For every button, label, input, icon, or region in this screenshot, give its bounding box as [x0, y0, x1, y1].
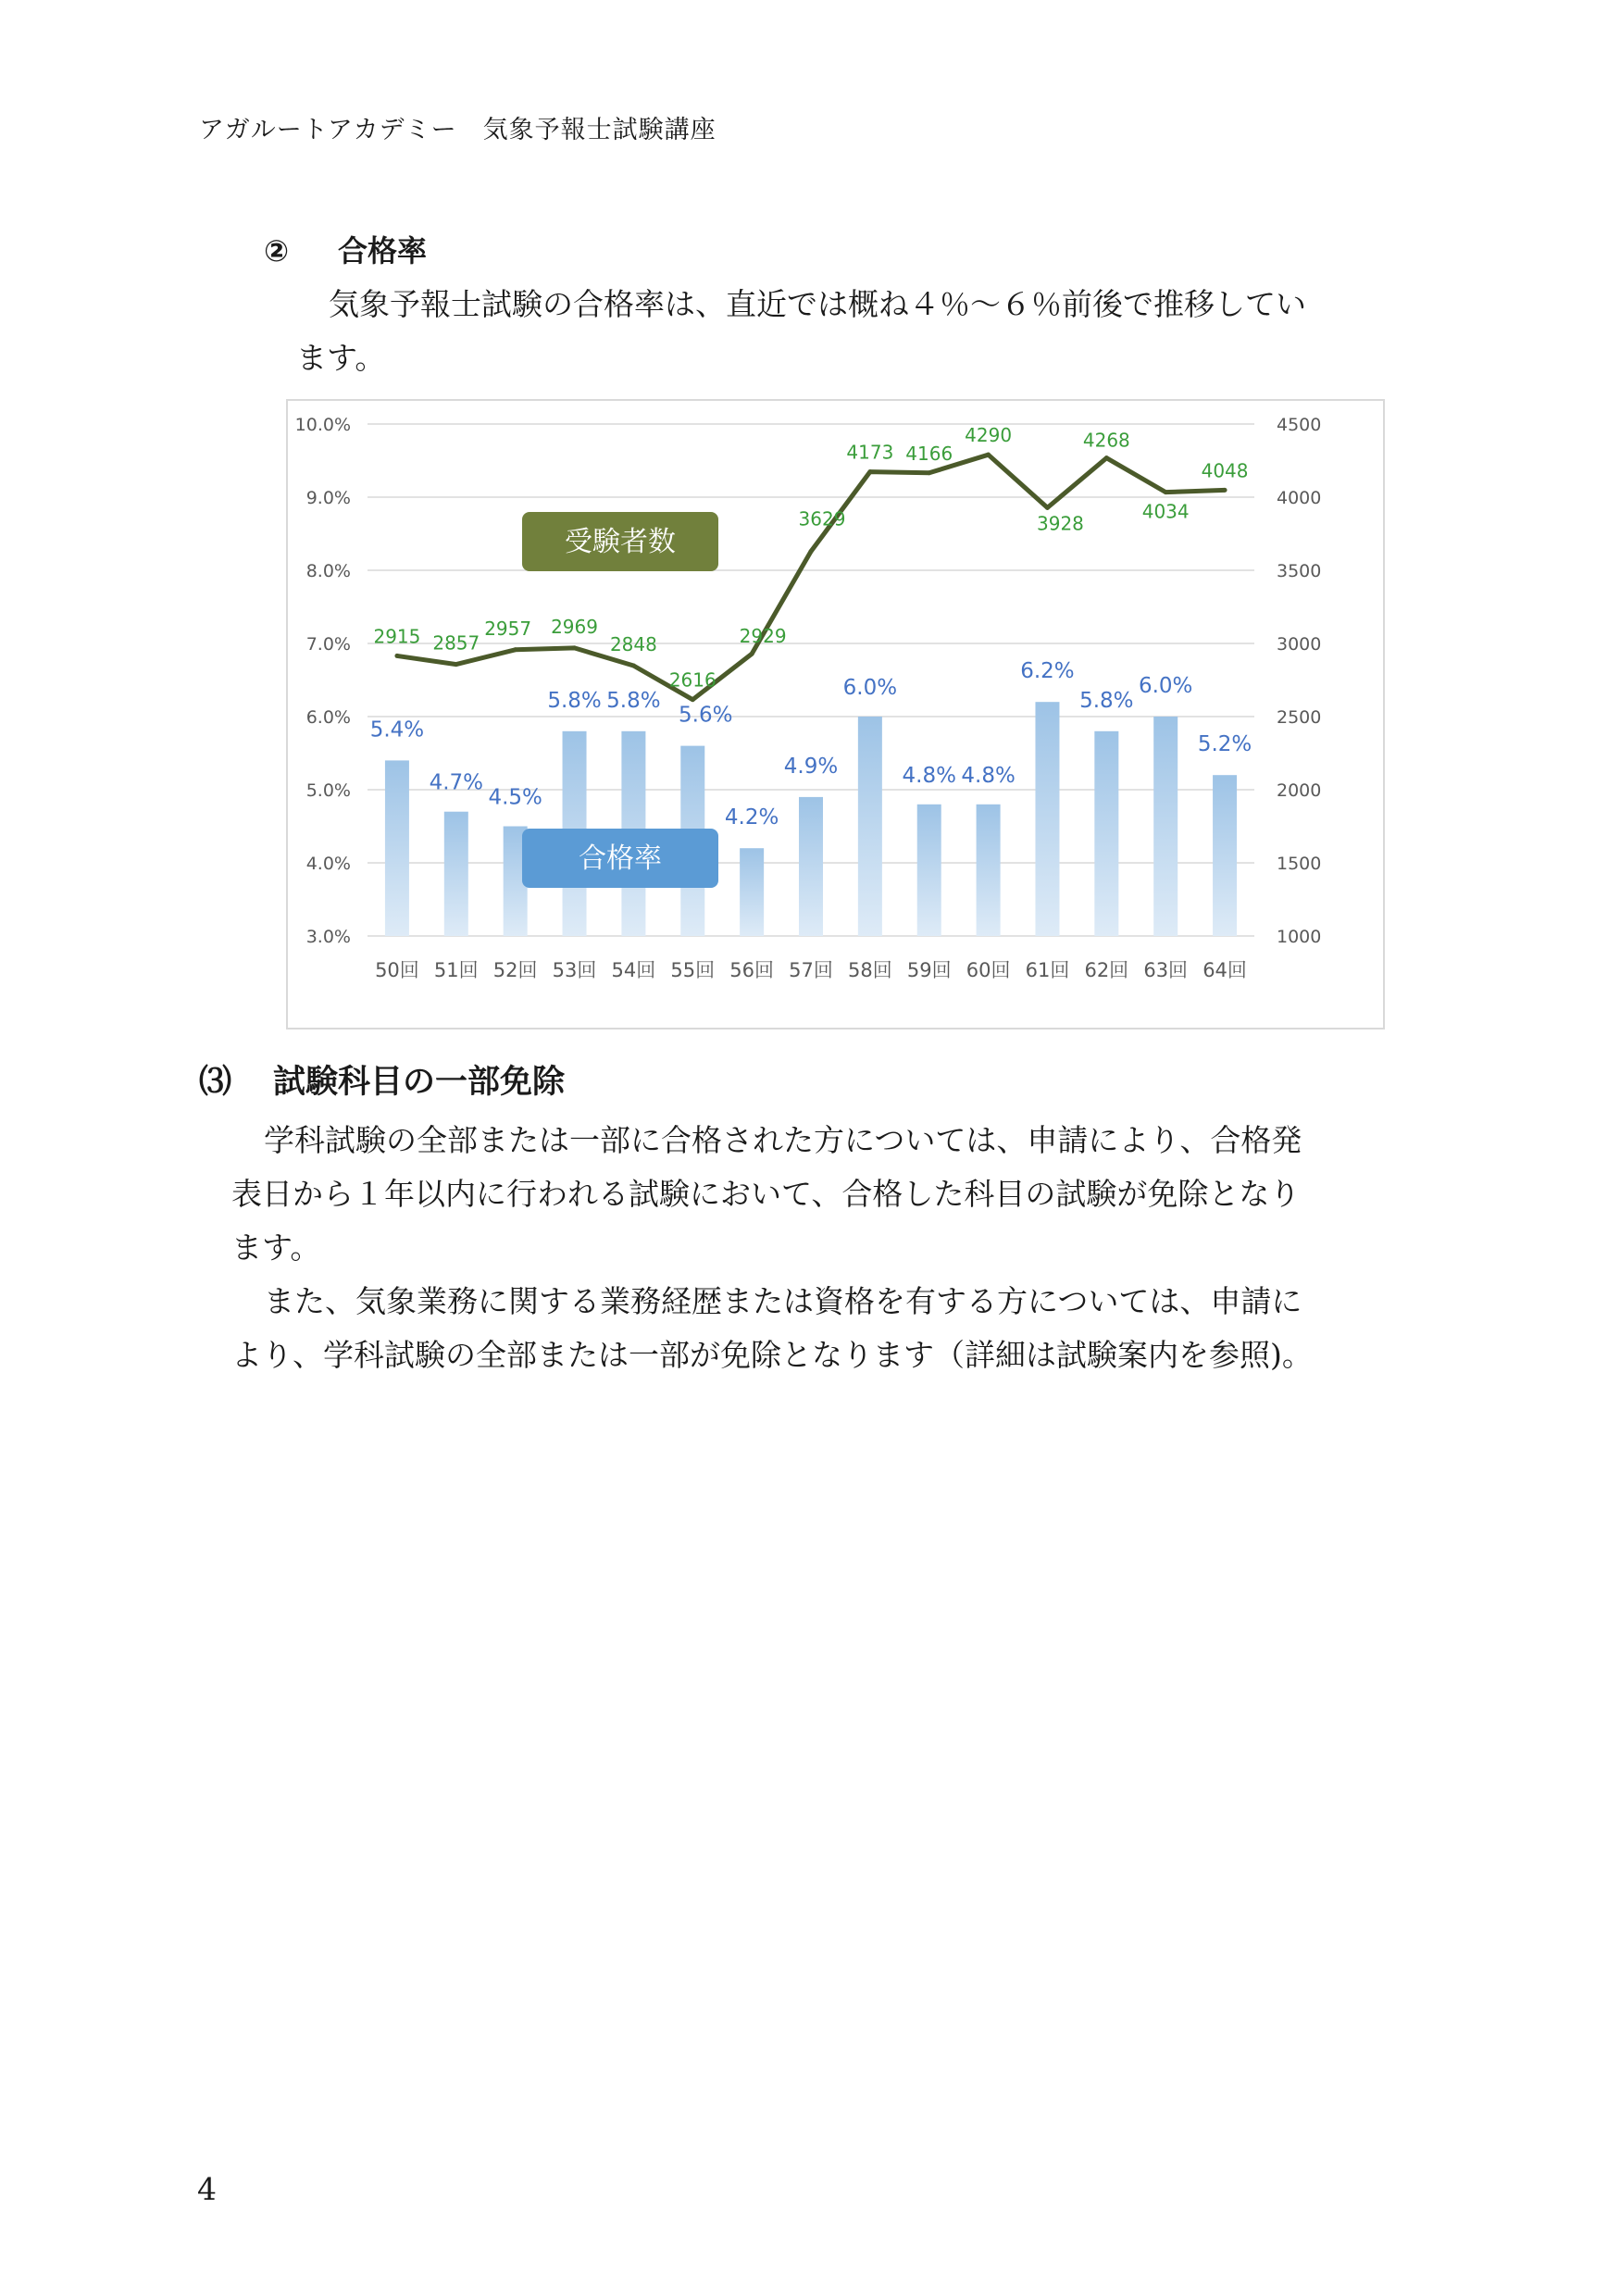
- line-point: [750, 652, 754, 656]
- y-right-tick-label: 1500: [1277, 854, 1322, 874]
- pass-rate-chart: [286, 399, 1385, 1029]
- y-right-tick-label: 2500: [1277, 707, 1322, 728]
- y-right-tick-label: 4500: [1277, 415, 1322, 435]
- bar-data-label: 6.0%: [842, 676, 898, 700]
- bar-data-label: 5.8%: [606, 688, 661, 713]
- line-data-label: 4290: [965, 424, 1013, 447]
- bar-data-label: 5.8%: [547, 688, 602, 713]
- y-right-tick-label: 1000: [1277, 927, 1322, 947]
- x-tick-label: 61回: [1025, 959, 1070, 981]
- line-data-label: 4048: [1201, 459, 1249, 482]
- line-point: [513, 647, 517, 652]
- line-data-label: 4268: [1082, 429, 1130, 452]
- y-left-tick-label: 6.0%: [305, 707, 351, 728]
- line-point: [927, 470, 931, 475]
- bar-data-label: 6.0%: [1138, 674, 1193, 698]
- y-left-tick-label: 3.0%: [305, 927, 351, 947]
- y-right-tick-label: 2000: [1277, 780, 1322, 801]
- y-left-tick-label: 4.0%: [305, 854, 351, 874]
- y-left-tick-label: 5.0%: [305, 780, 351, 801]
- section-3-heading: [199, 1056, 565, 1103]
- x-tick-label: 52回: [492, 959, 538, 981]
- line-point: [631, 664, 636, 668]
- section-2-body-line-2: ます。: [296, 340, 386, 376]
- bar: [799, 797, 823, 936]
- x-tick-label: 60回: [966, 959, 1011, 981]
- bar-data-label: 6.2%: [1020, 659, 1075, 684]
- line-point: [1164, 490, 1168, 494]
- line-point: [691, 697, 695, 702]
- line-data-label: 4173: [846, 441, 894, 464]
- line-point: [867, 469, 872, 474]
- line-data-label: 3629: [798, 507, 846, 530]
- section-2-title: 合格率: [338, 233, 428, 268]
- section-2-heading: [264, 228, 427, 270]
- bar-data-label: 4.7%: [429, 770, 484, 795]
- bar-data-label: 5.8%: [1079, 688, 1134, 713]
- bar: [977, 805, 1001, 936]
- x-tick-label: 64回: [1203, 959, 1247, 981]
- section-3-number: ⑶: [199, 1064, 232, 1101]
- x-tick-label: 53回: [552, 959, 597, 981]
- section-3-para-1-line-3: ます。: [231, 1229, 321, 1266]
- y-left-tick-label: 7.0%: [305, 634, 351, 655]
- bar: [1153, 717, 1178, 936]
- line-point: [572, 645, 577, 650]
- line-point: [986, 453, 991, 457]
- line-point: [1104, 455, 1109, 460]
- line-point: [454, 662, 458, 667]
- x-tick-label: 59回: [906, 959, 952, 981]
- bar-data-label: 4.9%: [783, 754, 839, 779]
- line-data-label: 2969: [551, 615, 598, 638]
- x-tick-label: 58回: [847, 959, 892, 981]
- document-header: アガルートアカデミー 気象予報士試験講座: [199, 116, 717, 144]
- line-point: [809, 549, 814, 554]
- x-tick-label: 62回: [1084, 959, 1129, 981]
- line-point: [394, 654, 399, 658]
- bar: [1094, 731, 1118, 936]
- line-series: [397, 455, 1225, 699]
- section-2-number: ②: [264, 233, 290, 268]
- y-right-tick-label: 3000: [1277, 634, 1322, 655]
- bar: [858, 717, 882, 936]
- section-2-body-line-1: 気象予報士試験の合格率は、直近では概ね４％～６％前後で推移してい: [329, 286, 1306, 322]
- line-point: [1045, 505, 1050, 510]
- line-data-label: 2929: [739, 625, 787, 648]
- x-tick-label: 55回: [670, 959, 716, 981]
- line-data-label: 4166: [905, 442, 953, 465]
- line-callout-label: 受験者数: [565, 526, 676, 558]
- section-3-para-1-line-2: 表日から１年以内に行われる試験において、合格した科目の試験が免除となり: [231, 1176, 1301, 1212]
- bar: [917, 805, 941, 936]
- y-right-tick-label: 4000: [1277, 488, 1322, 508]
- bar-callout-label: 合格率: [579, 842, 662, 875]
- bar-data-label: 5.4%: [369, 718, 425, 742]
- bar-data-label: 5.2%: [1197, 732, 1252, 757]
- bar: [740, 848, 764, 936]
- line-data-label: 2957: [484, 617, 532, 640]
- line-data-label: 2848: [609, 633, 657, 656]
- y-right-tick-label: 3500: [1277, 561, 1322, 581]
- bar: [1213, 775, 1237, 936]
- y-left-tick-label: 10.0%: [294, 415, 351, 435]
- bar: [1035, 702, 1059, 936]
- line-data-label: 2616: [668, 668, 717, 692]
- line-point: [1223, 488, 1227, 493]
- bar-data-label: 4.8%: [902, 763, 956, 788]
- line-data-label: 2915: [373, 625, 421, 648]
- bar-data-label: 5.6%: [679, 703, 733, 728]
- page-number: 4: [197, 2171, 217, 2207]
- section-3-title: 試験科目の一部免除: [273, 1064, 566, 1101]
- bar-data-label: 4.8%: [961, 763, 1016, 788]
- line-data-label: 3928: [1037, 512, 1084, 535]
- bar: [385, 760, 409, 936]
- line-data-label: 4034: [1141, 500, 1190, 523]
- x-tick-label: 56回: [729, 959, 775, 981]
- x-tick-label: 63回: [1143, 959, 1189, 981]
- bar-data-label: 4.5%: [488, 785, 542, 810]
- bar: [444, 812, 468, 936]
- x-tick-label: 50回: [375, 959, 419, 981]
- section-3-para-2-line-1: また、気象業務に関する業務経歴または資格を有する方については、申請に: [264, 1283, 1302, 1319]
- section-3-para-1-line-1: 学科試験の全部または一部に合格された方については、申請により、合格発: [264, 1122, 1302, 1158]
- line-data-label: 2857: [432, 631, 480, 655]
- section-3-para-2-line-2: より、学科試験の全部または一部が免除となります（詳細は試験案内を参照)。: [231, 1337, 1313, 1373]
- bar-data-label: 4.2%: [724, 805, 779, 830]
- x-tick-label: 51回: [433, 959, 479, 981]
- y-left-tick-label: 8.0%: [305, 561, 351, 581]
- y-left-tick-label: 9.0%: [305, 488, 351, 508]
- pass-rate-chart-svg: [288, 401, 1383, 1028]
- x-tick-label: 57回: [789, 959, 833, 981]
- x-tick-label: 54回: [611, 959, 656, 981]
